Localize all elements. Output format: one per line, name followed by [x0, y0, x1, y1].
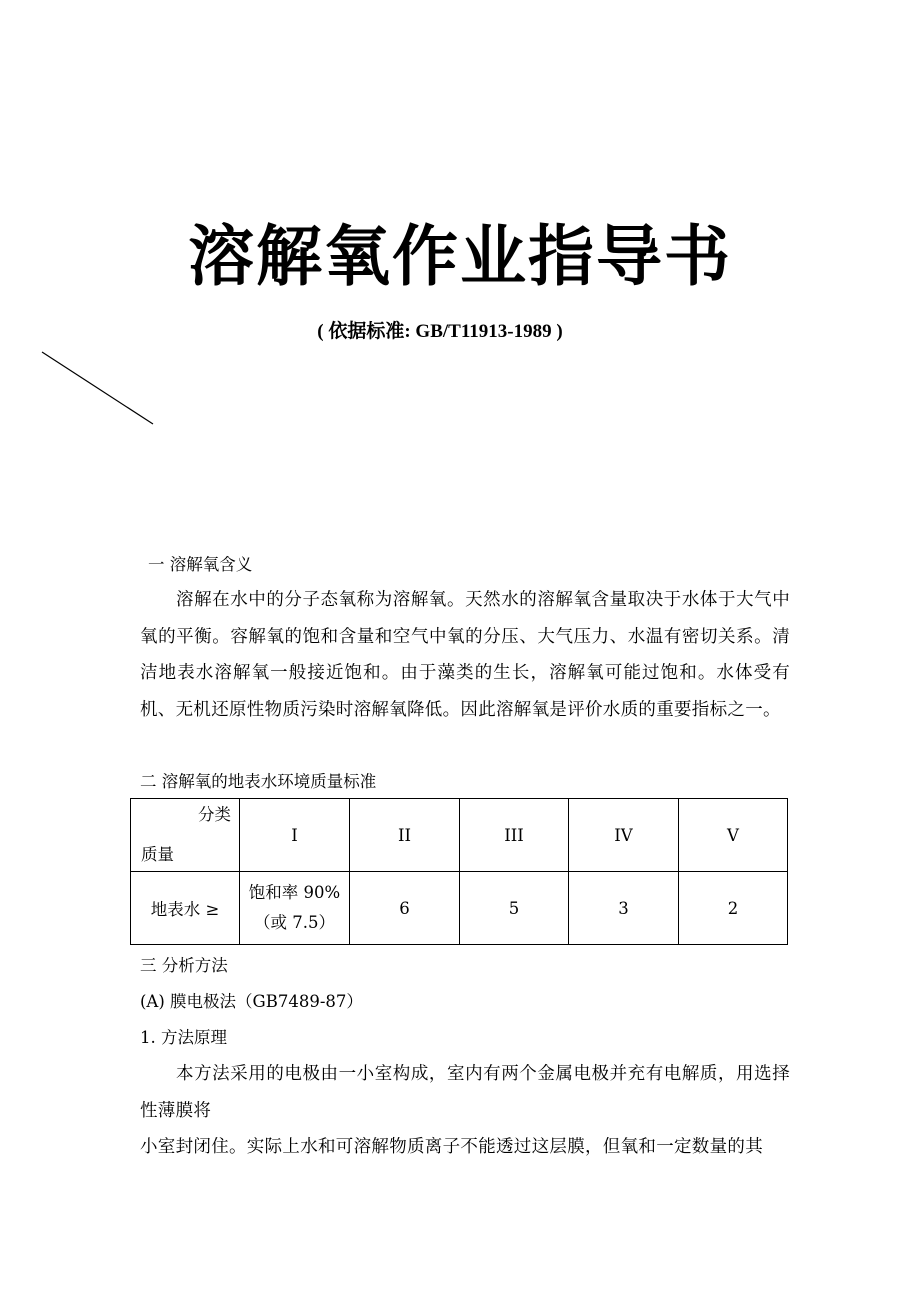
table-header-corner — [131, 799, 240, 872]
table-header-class: III — [460, 799, 569, 872]
table-cell-class1 — [240, 872, 350, 945]
principle-paragraph-2: 小室封闭住。实际上水和可溶解物质离子不能透过这层膜，但氧和一定数量的其 — [140, 1137, 763, 1157]
header-quality-label: 质量 — [141, 845, 174, 864]
cell-alt-value-text: （或 7.5） — [254, 913, 335, 932]
document-title: 溶解氧作业指导书 — [188, 218, 732, 295]
table-header-class: V — [679, 799, 788, 872]
table-cell: 6 — [350, 872, 460, 945]
table-header-class: IV — [569, 799, 679, 872]
table-header-row — [131, 799, 788, 872]
section1-paragraph: 溶解在水中的分子态氧称为溶解氧。天然水的溶解氧含量取决于水体于大气中氧的平衡。容解氧的饱和含量和空气中氧的分压、大气压力、水温有密切关系。清洁地表水溶解氧一般接近饱和。由于藻类的生长，溶解氧可能过饱和。水体受有机、无机还原性物质污染时溶解氧降低。因此溶解氧是评价水质的重要指标之一。 — [140, 590, 790, 720]
cell-saturation-text: 饱和率 90% — [248, 883, 341, 902]
principle-heading: 1. 方法原理 — [140, 1028, 227, 1047]
section3-heading: 三 分析方法 — [140, 956, 228, 975]
header-category-label: 分类 — [198, 805, 231, 824]
table-row — [131, 872, 788, 945]
table-row-label: 地表水 ≥ — [131, 872, 240, 945]
method-heading: (A) 膜电极法（GB7489-87） — [140, 992, 363, 1011]
table-header-class: II — [350, 799, 460, 872]
document-subtitle: ( 依据标准: GB/T11913-1989 ) — [317, 321, 563, 342]
table-cell: 5 — [460, 872, 569, 945]
principle-paragraph-1: 本方法采用的电极由一小室构成，室内有两个金属电极并充有电解质，用选择性薄膜将 — [140, 1064, 790, 1121]
table-header-class: I — [240, 799, 350, 872]
table-cell: 2 — [679, 872, 788, 945]
water-quality-table — [130, 798, 788, 945]
section2-heading: 二 溶解氧的地表水环境质量标准 — [140, 772, 377, 791]
section1-heading: 一 溶解氧含义 — [148, 555, 253, 574]
table-cell: 3 — [569, 872, 679, 945]
